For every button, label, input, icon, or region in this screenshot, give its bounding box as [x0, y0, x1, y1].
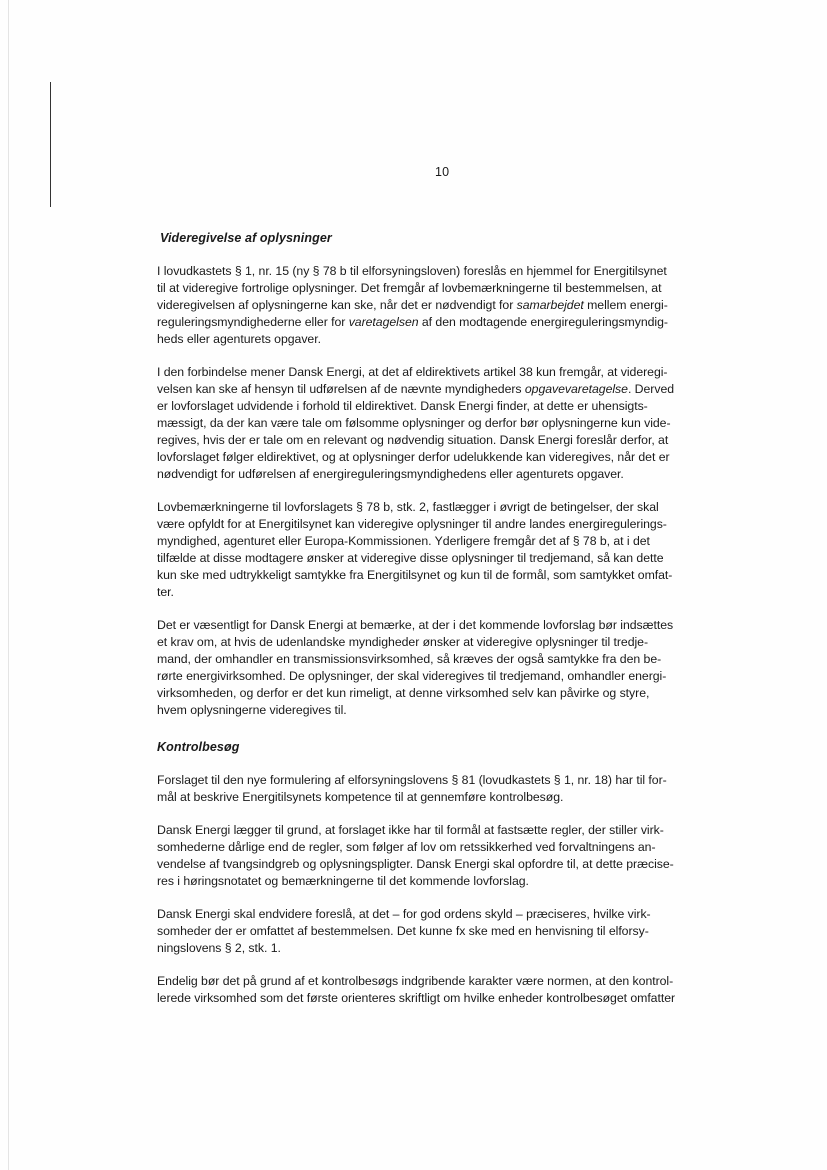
text-line: Lovbemærkningerne til lovforslagets § 78 b, stk. 2, fastlægger i øvrigt de betingelser, der skal	[157, 500, 659, 514]
text-line: er lovforslaget udvidende i forhold til eldirektivet. Dansk Energi finder, at dette er uhensigts-	[157, 399, 648, 413]
text-line: somheder der er omfattet af bestemmelsen. Det kunne fx ske med en henvisning til elforsy-	[157, 924, 649, 938]
paragraph	[157, 499, 727, 601]
text-line: mål at beskrive Energitilsynets kompetence til at gennemføre kontrolbesøg.	[157, 790, 564, 804]
text-line: res i høringsnotatet og bemærkningerne til det kommende lovforslag.	[157, 874, 529, 888]
text-line: være opfyldt for at Energitilsynet kan videregive oplysninger til andre landes energiregulerings-	[157, 517, 667, 531]
text-line: Forslaget til den nye formulering af elforsyningslovens § 81 (lovudkastets § 1, nr. 18) har til for-	[157, 773, 667, 787]
text-line: tilfælde at disse modtagere ønsker at videregive disse oplysninger til tredjemand, så kan dette	[157, 551, 664, 565]
text-line: ter.	[157, 585, 174, 599]
paragraph	[157, 822, 727, 890]
paragraph	[157, 973, 727, 1007]
text-line: I lovudkastets § 1, nr. 15 (ny § 78 b til elforsyningsloven) foreslås en hjemmel for Energitilsynet	[157, 264, 667, 278]
text-line: myndighed, agenturet eller Europa-Kommissionen. Yderligere fremgår det af § 78 b, at i det	[157, 534, 650, 548]
text-line: nødvendigt for udførelsen af energireguleringsmyndighedens eller agenturets opgaver.	[157, 467, 624, 481]
document-body	[157, 230, 727, 1023]
section-heading-videregivelse: Videregivelse af oplysninger	[160, 231, 332, 245]
paragraph	[157, 364, 727, 483]
text-line: lovforslaget følger eldirektivet, og at oplysninger derfor udelukkende kan videregives, når det er	[157, 450, 670, 464]
text-line: vendelse af tvangsindgreb og oplysningspligter. Dansk Energi skal opfordre til, at dette præcise-	[157, 857, 674, 871]
paragraph	[157, 772, 727, 806]
text-line: til at videregive fortrolige oplysninger. Det fremgår af lovbemærkningerne til bestemmelsen, at	[157, 281, 662, 295]
paragraph	[157, 617, 727, 719]
text-line: hvem oplysningerne videregives til.	[157, 703, 347, 717]
text-line: videregivelsen af oplysningerne kan ske, når det er nødvendigt for samarbejdet mellem energi-	[157, 298, 668, 312]
text-line: ningslovens § 2, stk. 1.	[157, 941, 281, 955]
text-line: rørte energivirksomhed. De oplysninger, der skal videregives til tredjemand, omhandler energi-	[157, 669, 667, 683]
text-line: regives, hvis der er tale om en relevant og nødvendig situation. Dansk Energi foreslår derfor, at	[157, 433, 669, 447]
text-line: somhederne dårlige end de regler, som følger af lov om retssikkerhed ved forvaltningens an-	[157, 840, 656, 854]
text-line: virksomheden, og derfor er det kun rimeligt, at denne virksomhed selv kan påvirke og styre,	[157, 686, 650, 700]
text-line: velsen kan ske af hensyn til udførelsen af de nævnte myndigheders opgavevaretagelse. Derved	[157, 382, 675, 396]
text-line: et krav om, at hvis de udenlandske myndigheder ønsker at videregive oplysninger til tredje-	[157, 635, 648, 649]
emphasis: samarbejdet	[516, 298, 584, 312]
text-line: kun ske med udtrykkeligt samtykke fra Energitilsynet og kun til de formål, som samtykket omfat-	[157, 568, 673, 582]
text-line: reguleringsmyndighederne eller for varetagelsen af den modtagende energireguleringsmyndig-	[157, 315, 668, 329]
text-line: lerede virksomhed som det første orienteres skriftligt om hvilke enheder kontrolbesøget omfatter	[157, 991, 676, 1005]
emphasis: varetagelsen	[348, 315, 419, 329]
text-line: Dansk Energi lægger til grund, at forslaget ikke har til formål at fastsætte regler, der stiller virk-	[157, 823, 664, 837]
text-line: mæssigt, da der kan være tale om følsomme oplysninger og derfor bør oplysningerne kun vide-	[157, 416, 671, 430]
text-line: I den forbindelse mener Dansk Energi, at det af eldirektivets artikel 38 kun fremgår, at videregi-	[157, 365, 668, 379]
paragraph	[157, 906, 727, 957]
page-number: 10	[435, 165, 450, 179]
text-line: Endelig bør det på grund af et kontrolbesøgs indgribende karakter være normen, at den kontrol-	[157, 974, 674, 988]
paragraph	[157, 263, 727, 348]
margin-mark	[50, 82, 51, 207]
text-line: Dansk Energi skal endvidere foreslå, at det – for god ordens skyld – præciseres, hvilke virk-	[157, 907, 651, 921]
scan-edge-line	[8, 0, 9, 1170]
text-line: mand, der omhandler en transmissionsvirksomhed, så kræves der også samtykke fra den be-	[157, 652, 662, 666]
section-heading-kontrolbesog: Kontrolbesøg	[157, 740, 240, 754]
emphasis: opgavevaretagelse	[524, 382, 628, 396]
text-line: heds eller agenturets opgaver.	[157, 332, 321, 346]
text-line: Det er væsentligt for Dansk Energi at bemærke, at der i det kommende lovforslag bør indsættes	[157, 618, 674, 632]
